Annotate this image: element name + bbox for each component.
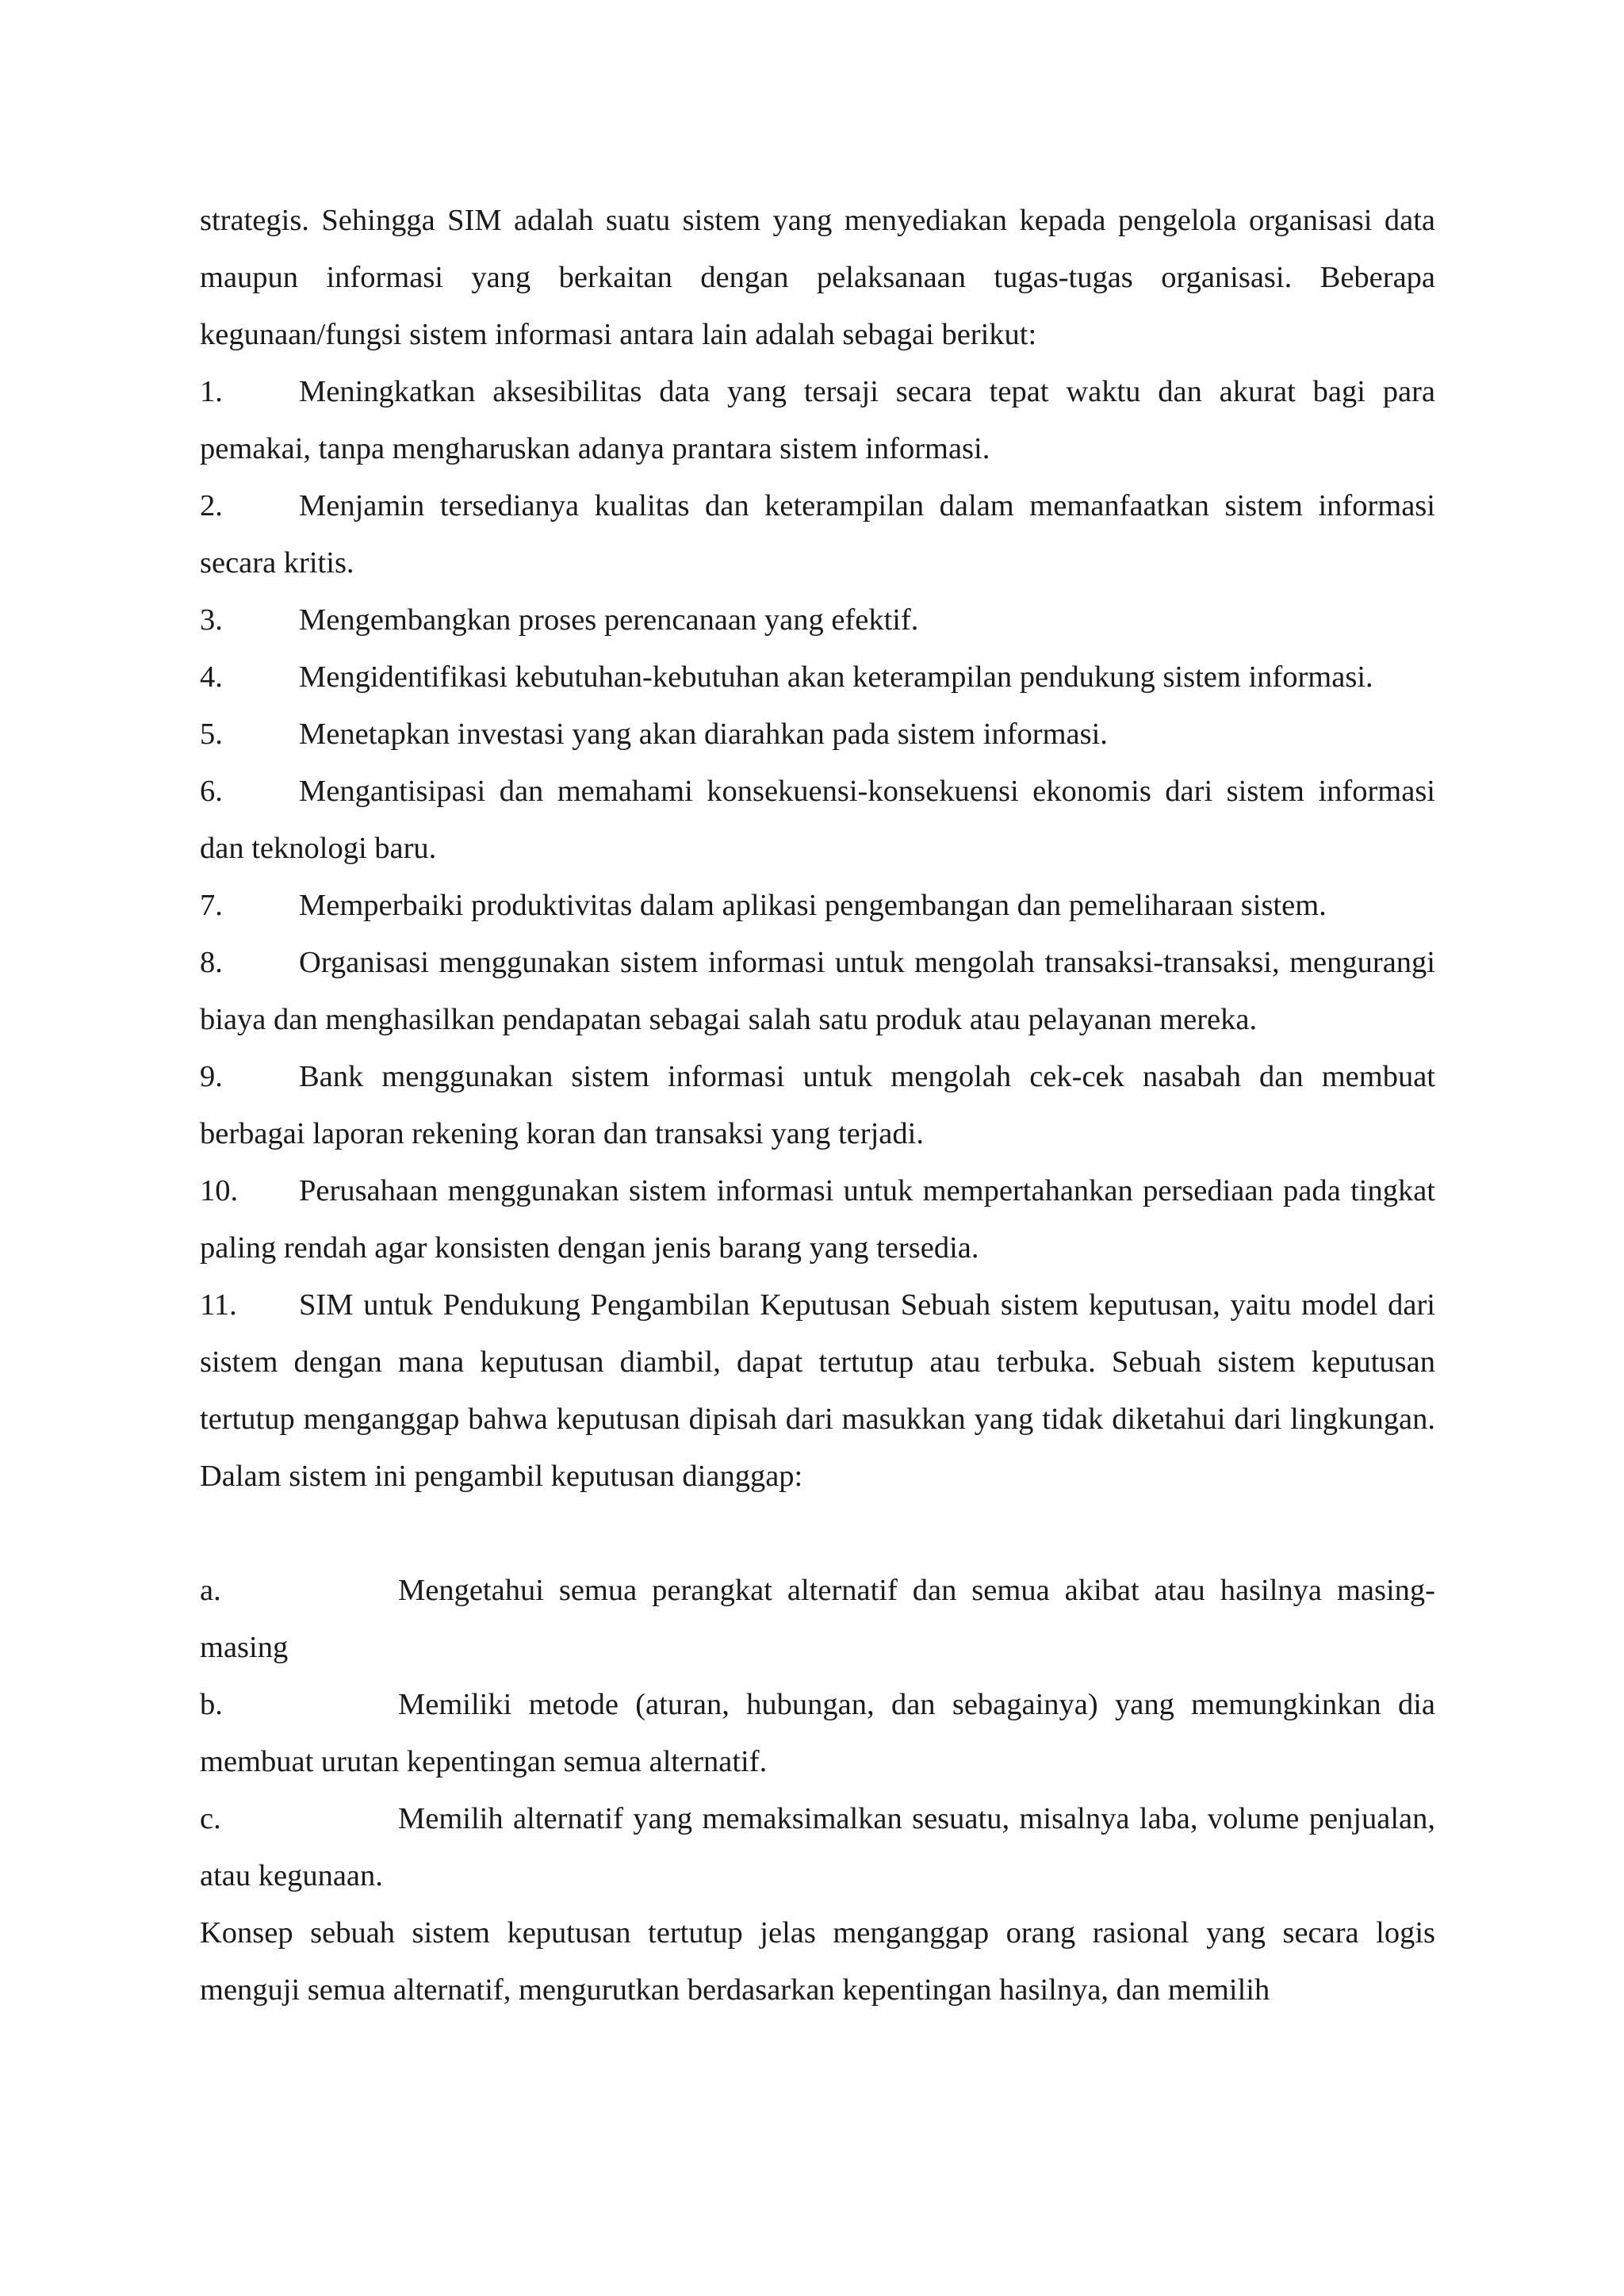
item-letter: c. (200, 1802, 221, 1835)
item-text: Menjamin tersedianya kualitas dan keterampilan dalam memanfaatkan sistem informasi secara kritis. (200, 489, 1435, 580)
item-text: SIM untuk Pendukung Pengambilan Keputusan Sebuah sistem keputusan, yaitu model dari sistem dengan mana keputusan diambil, dapat tertutup atau terbuka. Sebuah sistem keputusan tertutup menganggap bahwa keputusan dipisah dari masukkan yang tidak diketahui dari lingkungan. Dalam sistem ini pengambil keputusan dianggap: (200, 1288, 1435, 1493)
list-item (200, 934, 1435, 1048)
item-text: Mengantisipasi dan memahami konsekuensi-konsekuensi ekonomis dari sistem informasi dan teknologi baru. (200, 775, 1435, 865)
item-text: Meningkatkan aksesibilitas data yang tersaji secara tepat waktu dan akurat bagi para pemakai, tanpa mengharuskan adanya prantara sistem informasi. (200, 375, 1435, 465)
intro-paragraph: strategis. Sehingga SIM adalah suatu sistem yang menyediakan kepada pengelola organisasi data maupun informasi yang berkaitan dengan pelaksanaan tugas-tugas organisasi. Beberapa kegunaan/fungsi sistem informasi antara lain adalah sebagai berikut: (200, 204, 1435, 351)
item-number: 1. (200, 375, 223, 408)
item-number: 5. (200, 718, 223, 751)
item-number: 4. (200, 660, 223, 694)
item-text: Memperbaiki produktivitas dalam aplikasi pengembangan dan pemeliharaan sistem. (299, 889, 1327, 922)
list-item (200, 1790, 1435, 1904)
item-number: 7. (200, 889, 223, 922)
list-item (200, 363, 1435, 477)
list-item (200, 1676, 1435, 1790)
list-item (200, 1276, 1435, 1505)
item-text: Mengembangkan proses perencanaan yang efektif. (299, 603, 919, 637)
item-text: Memilih alternatif yang memaksimalkan sesuatu, misalnya laba, volume penjualan, atau kegunaan. (200, 1802, 1435, 1892)
item-text: Bank menggunakan sistem informasi untuk mengolah cek-cek nasabah dan membuat berbagai laporan rekening koran dan transaksi yang terjadi. (200, 1060, 1435, 1150)
item-number: 11. (200, 1288, 237, 1322)
blank-line (200, 1505, 1435, 1562)
item-text: Mengetahui semua perangkat alternatif dan semua akibat atau hasilnya masing-masing (200, 1574, 1435, 1664)
list-item (200, 1162, 1435, 1276)
item-text: Menetapkan investasi yang akan diarahkan pada sistem informasi. (299, 718, 1108, 751)
item-text: Perusahaan menggunakan sistem informasi untuk mempertahankan persediaan pada tingkat paling rendah agar konsisten dengan jenis barang yang tersedia. (200, 1174, 1435, 1265)
document-page (200, 192, 1435, 2019)
list-item (200, 1562, 1435, 1676)
list-item (200, 763, 1435, 877)
item-number: 10. (200, 1174, 239, 1207)
list-item (200, 706, 1435, 763)
list-item (200, 1048, 1435, 1162)
item-text: Memiliki metode (aturan, hubungan, dan sebagainya) yang memungkinkan dia membuat urutan kepentingan semua alternatif. (200, 1688, 1435, 1778)
closing-paragraph: Konsep sebuah sistem keputusan tertutup jelas menganggap orang rasional yang secara logis menguji semua alternatif, mengurutkan berdasarkan kepentingan hasilnya, dan memilih (200, 1916, 1435, 2007)
item-text: Organisasi menggunakan sistem informasi untuk mengolah transaksi-transaksi, mengurangi biaya dan menghasilkan pendapatan sebagai salah satu produk atau pelayanan mereka. (200, 946, 1435, 1036)
item-number: 6. (200, 775, 223, 808)
lettered-list (200, 1562, 1435, 1904)
item-text: Mengidentifikasi kebutuhan-kebutuhan akan keterampilan pendukung sistem informasi. (299, 660, 1373, 694)
list-item (200, 477, 1435, 591)
item-number: 3. (200, 603, 223, 637)
numbered-list (200, 363, 1435, 1505)
item-number: 2. (200, 489, 223, 522)
item-number: 8. (200, 946, 223, 979)
item-number: 9. (200, 1060, 223, 1093)
list-item (200, 649, 1435, 706)
list-item (200, 877, 1435, 934)
item-letter: a. (200, 1574, 221, 1607)
list-item (200, 591, 1435, 649)
item-letter: b. (200, 1688, 223, 1721)
